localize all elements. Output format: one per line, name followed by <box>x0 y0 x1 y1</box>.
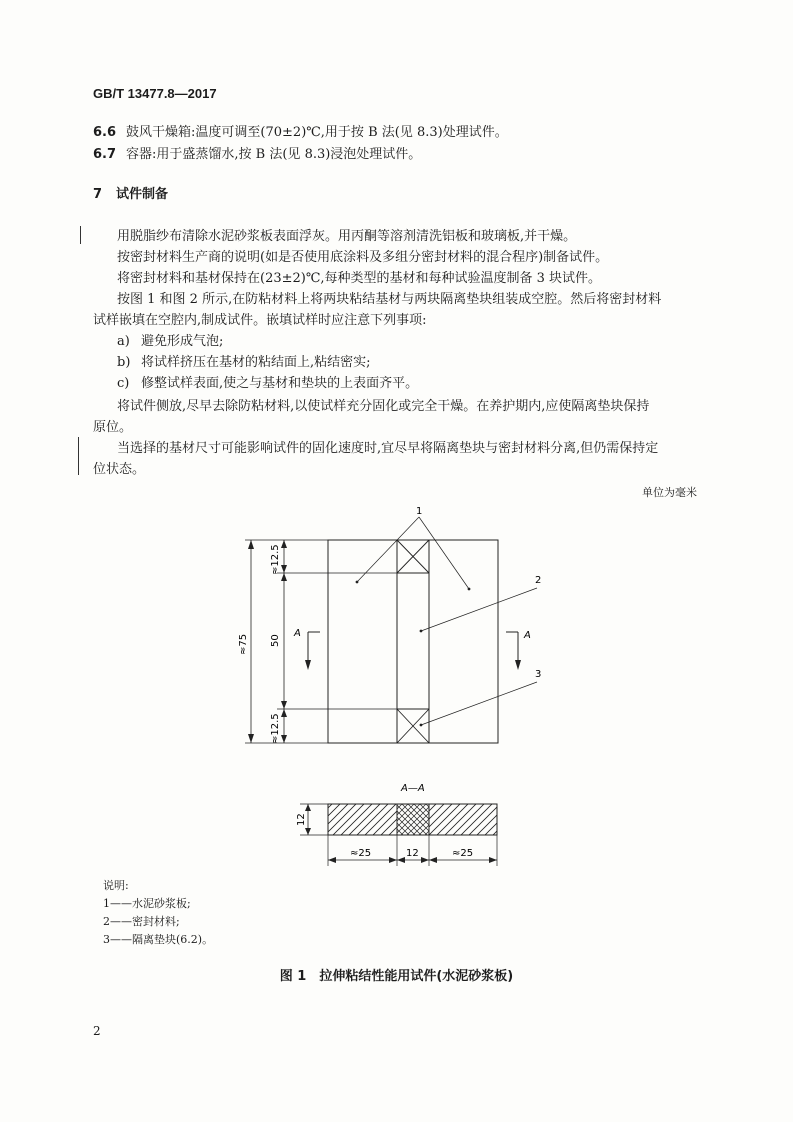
paragraph: 将密封材料和基材保持在(23±2)℃,每种类型的基材和每种试验温度制备 3 块试件。 <box>117 271 602 286</box>
section-title: A—A <box>401 783 425 794</box>
legend-item: 1——水泥砂浆板; <box>103 897 191 910</box>
standard-number: GB/T 13477.8—2017 <box>93 86 217 101</box>
section-substrate-left <box>328 804 397 835</box>
sealant-strip <box>397 540 429 743</box>
clause-number: 6.6 <box>93 125 117 140</box>
section-mark-right: A <box>524 630 531 641</box>
paragraph: 将试件侧放,尽早去除防粘材料,以使试样充分固化或完全干燥。在养护期内,应使隔离垫块保持 <box>117 399 650 414</box>
clause-text: 鼓风干燥箱:温度可调至(70±2)℃,用于按 B 法(见 8.3)处理试件。 <box>126 125 508 140</box>
section-substrate-right <box>429 804 497 835</box>
paragraph: 按密封材料生产商的说明(如是否使用底涂料及多组分密封材料的混合程序)制备试件。 <box>117 250 609 265</box>
dim-overall: ≈75 <box>238 633 249 655</box>
paragraph-continuation: 位状态。 <box>93 462 146 477</box>
paragraph-continuation: 试样嵌填在空腔内,制成试件。嵌填试样时应注意下列事项: <box>93 313 427 328</box>
paragraph-continuation: 原位。 <box>93 420 133 435</box>
section-spacer <box>397 804 429 835</box>
callout-2: 2 <box>535 575 542 586</box>
section-number: 7 <box>93 187 103 202</box>
dim-middle: 50 <box>270 634 281 647</box>
list-marker: c) <box>117 376 130 391</box>
dim-top-spacer: ≈12.5 <box>270 544 281 575</box>
callout-1: 1 <box>416 506 423 517</box>
list-marker: a) <box>117 334 130 349</box>
figure-caption: 图 1 拉伸粘结性能用试件(水泥砂浆板) <box>279 969 514 984</box>
legend-title: 说明: <box>103 879 129 892</box>
substrate-outline <box>328 540 498 743</box>
list-text: 将试样挤压在基材的粘结面上,粘结密实; <box>141 355 371 370</box>
legend-item: 2——密封材料; <box>103 915 180 928</box>
list-text: 避免形成气泡; <box>141 334 224 349</box>
dim-center-width: 12 <box>406 848 419 859</box>
unit-note: 单位为毫米 <box>642 486 697 499</box>
paragraph: 按图 1 和图 2 所示,在防粘材料上将两块粘结基材与两块隔离垫块组装成空腔。然后将密封材料 <box>117 292 662 307</box>
clause-text: 容器:用于盛蒸馏水,按 B 法(见 8.3)浸泡处理试件。 <box>126 147 422 162</box>
list-marker: b) <box>117 355 131 370</box>
list-text: 修整试样表面,使之与基材和垫块的上表面齐平。 <box>141 376 419 391</box>
section-title: 试件制备 <box>116 187 169 202</box>
paragraph: 用脱脂纱布清除水泥砂浆板表面浮灰。用丙酮等溶剂清洗铝板和玻璃板,并干燥。 <box>117 229 577 244</box>
dim-bottom-spacer: ≈12.5 <box>270 713 281 744</box>
dim-right-width: ≈25 <box>452 848 474 859</box>
page-number: 2 <box>93 1024 101 1038</box>
dim-left-width: ≈25 <box>350 848 372 859</box>
clause-number: 6.7 <box>93 147 117 162</box>
dim-thickness: 12 <box>296 813 307 826</box>
paragraph: 当选择的基材尺寸可能影响试件的固化速度时,宜尽早将隔离垫块与密封材料分离,但仍需保持定 <box>117 441 659 456</box>
callout-3: 3 <box>535 669 542 680</box>
section-mark-left: A <box>294 628 301 639</box>
legend-item: 3——隔离垫块(6.2)。 <box>103 933 214 946</box>
